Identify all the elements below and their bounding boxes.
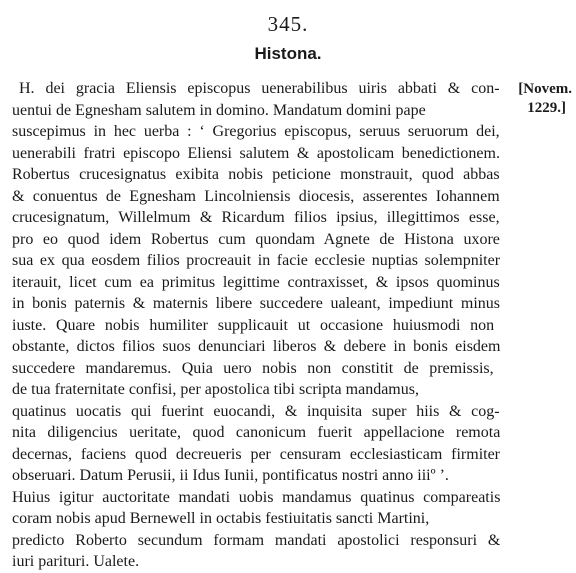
body-line: crucesignatum, Willelmum & Ricardum filios ipsius, illegittimos esse,	[12, 209, 500, 226]
body-line: obstante, dictos filios suos denunciari liberos & debere in bonis eisdem	[12, 338, 501, 355]
marginal-date-note	[508, 80, 572, 118]
body-line: Robertus crucesignatus exibita nobis peticione monstrauit, quod abbas	[12, 166, 500, 183]
body-line: predicto Roberto secundum formam mandati apostolici responsuri &	[12, 531, 501, 549]
body-line: Huius igitur auctoritate mandati uobis mandamus quatinus compareatis	[12, 488, 501, 506]
body-line: obseruari. Datum Perusii, ii Idus Iunii, pontificatus nostri anno iiiº ’.	[12, 467, 449, 484]
page-number: 345.	[267, 12, 309, 36]
body-line: pro eo quod idem Robertus cum quondam Agnete de Histona uxore	[12, 230, 500, 248]
body-line: in bonis paternis & maternis libere succedere ualeant, impediunt minus	[12, 295, 501, 312]
body-line: iuri parituri. Ualete.	[12, 553, 140, 570]
marginal-date-line-1: [Novem.	[518, 81, 572, 97]
marginal-date-line-2: 1229.]	[527, 100, 566, 116]
body-line: uentui de Egnesham salutem in domino. Mandatum domini pape	[12, 101, 426, 119]
body-line: de tua fraternitate confisi, per apostolica tibi scripta mandamus,	[12, 381, 419, 398]
body-line: nita diligencius ueritate, quod canonicum fuerit appellacione remota	[12, 424, 501, 441]
document-title: Histona.	[254, 44, 322, 63]
body-line: suscepimus in hec uerba : ‘ Gregorius episcopus, seruus seruorum dei,	[12, 123, 500, 140]
body-line: H. dei gracia Eliensis episcopus uenerabilibus uiris abbati & con-	[19, 80, 500, 97]
body-line: iuste. Quare nobis humiliter supplicauit ut occasione huiusmodi non	[12, 316, 495, 334]
body-line: quatinus uocatis qui fuerint euocandi, & inquisita super hiis & cog-	[12, 402, 500, 420]
body-line: coram nobis apud Bernewell in octabis festiuitatis sancti Martini,	[12, 510, 430, 527]
body-line: succedere mandaremus. Quia uero nobis non constitit de premissis,	[12, 359, 494, 377]
body-line: uenerabili fratri episcopo Eliensi salutem & apostolicam benedictionem.	[12, 144, 500, 162]
body-line: decernas, faciens quod decreueris per censuram ecclesiasticam firmiter	[12, 445, 501, 463]
body-line: sua ex qua eosdem filios procreauit in facie ecclesie nuptias solempniter	[12, 252, 501, 269]
body-line: iterauit, licet cum ea primitus legittime contraxisset, & ipsos quominus	[12, 273, 500, 291]
body-line: & conuentus de Egnesham Lincolniensis diocesis, asserentes Iohannem	[12, 187, 500, 205]
